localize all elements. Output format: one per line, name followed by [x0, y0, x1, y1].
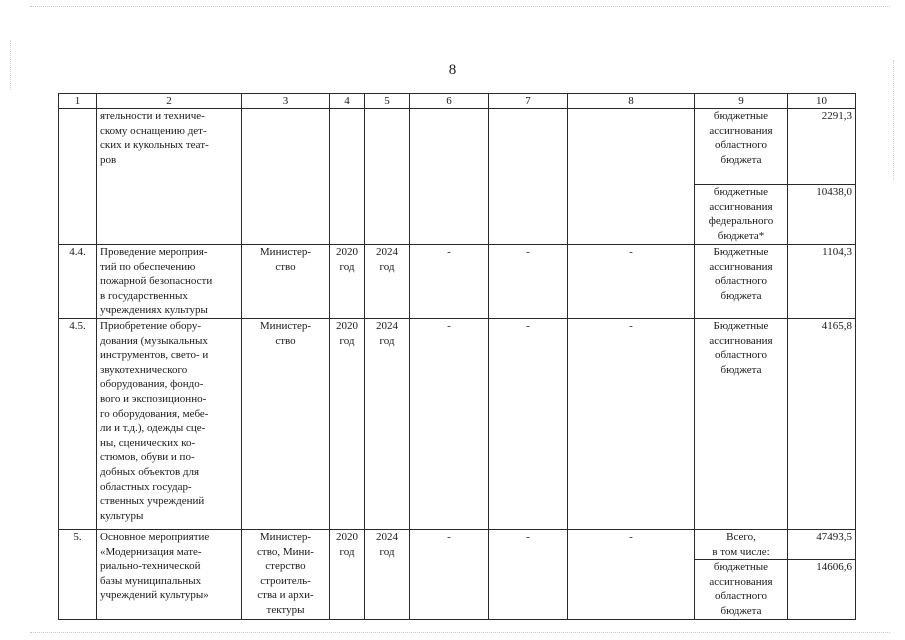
cell-col-8	[568, 109, 695, 245]
scan-noise-top	[30, 6, 890, 7]
measures-table	[58, 93, 856, 620]
cell-measure-name: Приобретение обору- дования (музыкальных инструментов, свето- и звукотехнического оборудования, фондо- вого и экспозиционно- го оборудования, мебе- ли и т.д.), одежды сце- ны, сценических ко- стюмов, обуви и по- добных объектов для областных государ- ственных учреждений культуры	[97, 319, 242, 530]
cell-executor: Министер- ство, Мини- стерство строитель- ства и архи- тектуры	[242, 530, 330, 620]
cell-amount: 1104,3	[788, 245, 856, 319]
column-number-row	[59, 94, 856, 109]
cell-amount: 4165,8	[788, 319, 856, 530]
cell-measure-name: Проведение мероприя- тий по обеспечению пожарной безопасности в государственных учреждениях культуры	[97, 245, 242, 319]
table-row	[59, 245, 856, 319]
cell-amount: 2291,3	[788, 109, 856, 185]
cell-measure-name: ятельности и техниче- скому оснащению дет- ских и кукольных теат- ров	[97, 109, 242, 245]
col-header-1: 1	[59, 94, 97, 109]
table-row-continued	[59, 109, 856, 185]
cell-col-8: -	[568, 319, 695, 530]
cell-col-7	[489, 109, 568, 245]
cell-start-year: 2020 год	[330, 319, 365, 530]
cell-end-year	[365, 109, 410, 245]
col-header-5: 5	[365, 94, 410, 109]
col-header-7: 7	[489, 94, 568, 109]
cell-col-6: -	[410, 319, 489, 530]
col-header-4: 4	[330, 94, 365, 109]
cell-num: 4.4.	[59, 245, 97, 319]
cell-end-year: 2024 год	[365, 319, 410, 530]
cell-start-year: 2020 год	[330, 245, 365, 319]
cell-funding-source: бюджетные ассигнования областного бюджета	[695, 560, 788, 620]
scan-noise-bottom	[30, 632, 890, 633]
cell-num: 4.5.	[59, 319, 97, 530]
cell-end-year: 2024 год	[365, 530, 410, 620]
cell-col-6: -	[410, 530, 489, 620]
col-header-6: 6	[410, 94, 489, 109]
cell-col-7: -	[489, 530, 568, 620]
cell-funding-source: Бюджетные ассигнования областного бюджета	[695, 245, 788, 319]
cell-col-8: -	[568, 530, 695, 620]
cell-num	[59, 109, 97, 245]
cell-col-6	[410, 109, 489, 245]
page-number: 8	[448, 62, 457, 78]
cell-num: 5.	[59, 530, 97, 620]
cell-amount: 10438,0	[788, 185, 856, 245]
cell-col-7: -	[489, 319, 568, 530]
cell-funding-source: бюджетные ассигнования областного бюджета	[695, 109, 788, 185]
cell-amount-total: 47493,5	[788, 530, 856, 560]
cell-executor: Министер- ство	[242, 319, 330, 530]
col-header-10: 10	[788, 94, 856, 109]
cell-measure-name: Основное мероприятие «Модернизация мате- риально-технической базы муниципальных учреждений культуры»	[97, 530, 242, 620]
col-header-3: 3	[242, 94, 330, 109]
cell-funding-source: бюджетные ассигнования федерального бюджета*	[695, 185, 788, 245]
cell-funding-source: Бюджетные ассигнования областного бюджета	[695, 319, 788, 530]
cell-col-6: -	[410, 245, 489, 319]
col-header-8: 8	[568, 94, 695, 109]
cell-start-year	[330, 109, 365, 245]
cell-executor	[242, 109, 330, 245]
cell-start-year: 2020 год	[330, 530, 365, 620]
table-row	[59, 319, 856, 530]
cell-executor: Министер- ство	[242, 245, 330, 319]
cell-col-8: -	[568, 245, 695, 319]
cell-end-year: 2024 год	[365, 245, 410, 319]
col-header-2: 2	[97, 94, 242, 109]
table-row	[59, 530, 856, 560]
col-header-9: 9	[695, 94, 788, 109]
cell-col-7: -	[489, 245, 568, 319]
cell-amount: 14606,6	[788, 560, 856, 620]
cell-funding-total: Всего, в том числе:	[695, 530, 788, 560]
